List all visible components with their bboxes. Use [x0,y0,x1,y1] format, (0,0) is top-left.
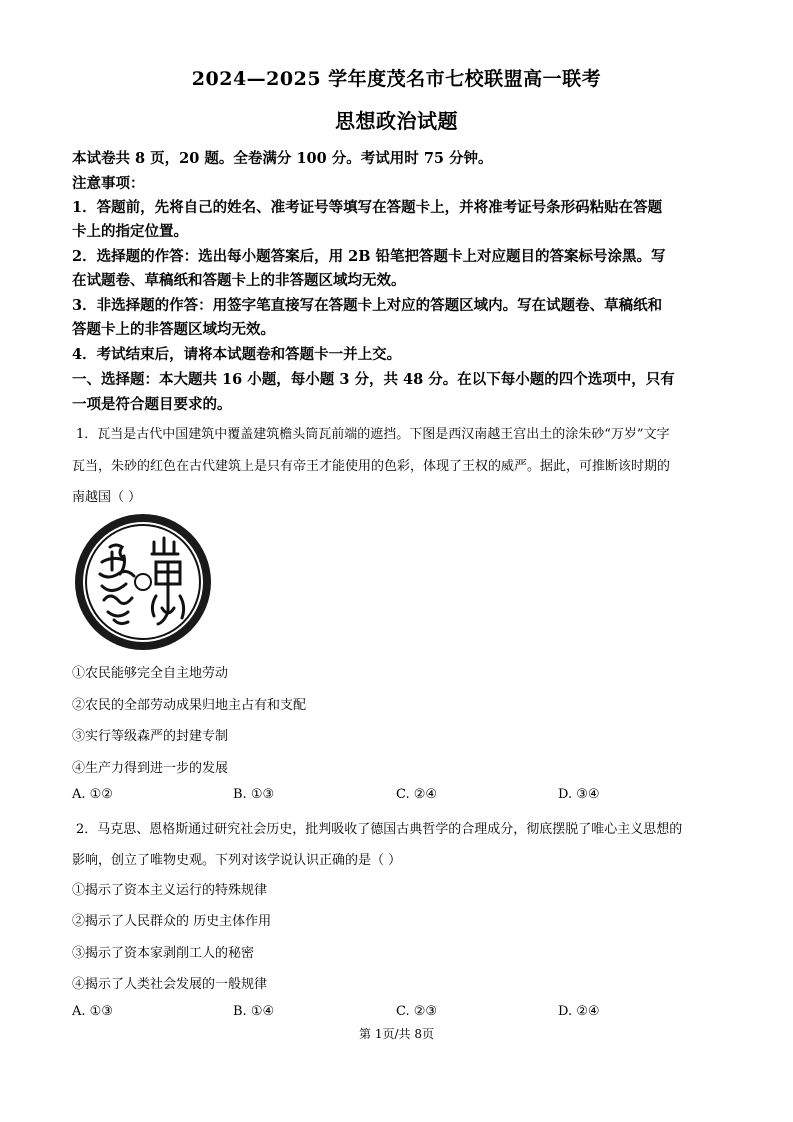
notice-line: 答题卡上的非答题区域均无效。 [72,321,275,338]
question-2-statement: ①揭示了资本主义运行的特殊规律 [72,883,268,898]
question-2-stem: 2．马克思、恩格斯通过研究社会历史，批判吸收了德国古典哲学的合理成分，彻底摆脱了唯心主义思想的 [76,822,683,837]
question-1-stem: 瓦当，朱砂的红色在古代建筑上是只有帝王才能使用的色彩，体现了王权的威严。据此，可推断该时期的 [72,459,671,474]
question-1-statement: ③实行等级森严的封建专制 [72,729,229,744]
notice-line: 3．非选择题的作答：用签字笔直接写在答题卡上对应的答题区域内。写在试题卷、草稿纸和 [72,297,663,314]
notice-line: 1．答题前，先将自己的姓名、准考证号等填写在答题卡上，并将准考证号条形码粘贴在答题 [72,199,663,216]
question-1-stem: 1．瓦当是古代中国建筑中覆盖建筑檐头筒瓦前端的遮挡。下图是西汉南越王宫出土的涂朱砂“万岁”文字 [76,427,670,442]
question-1-statement: ①农民能够完全自主地劳动 [72,666,229,681]
question-1-statement: ④生产力得到进一步的发展 [72,761,229,776]
question-2-statement: ④揭示了人类社会发展的一般规律 [72,977,268,992]
question-1-statement: ②农民的全部劳动成果归地主占有和支配 [72,698,307,713]
notice-line: 2．选择题的作答：选出每小题答案后，用 2B 铅笔把答题卡上对应题目的答案标号涂黑。写 [72,248,666,265]
question-1-option-b: B. ①③ [233,787,275,802]
question-1-option-c: C. ②④ [396,787,438,802]
page-number: 第 1页/共 8页 [359,1027,434,1041]
question-2-option-b: B. ①④ [233,1004,275,1019]
question-2-stem: 影响，创立了唯物史观。下列对该学说认识正确的是（ ） [72,853,402,868]
section-heading-cont: 一项是符合题目要求的。 [72,396,232,413]
notice-line: 在试题卷、草稿纸和答题卡上的非答题区域均无效。 [72,272,406,289]
notice-line: 4．考试结束后，请将本试题卷和答题卡一并上交。 [72,346,402,363]
notice-line: 卡上的指定位置。 [72,223,188,240]
question-1-stem: 南越国（ ） [72,490,142,505]
question-2-option-d: D. ②④ [558,1004,600,1019]
question-1-option-a: A. ①② [72,787,113,802]
question-2-option-a: A. ①③ [72,1004,113,1019]
question-2-option-c: C. ②③ [396,1004,438,1019]
question-2-statement: ③揭示了资本家剥削工人的秘密 [72,946,255,961]
notice-heading: 注意事项： [72,175,145,192]
section-heading: 一、选择题：本大题共 16 小题，每小题 3 分，共 48 分。在以下每小题的四个选项中，只有 [72,371,675,388]
exam-title: 2024—2025 学年度茂名市七校联盟高一联考 [191,68,602,90]
question-1-option-d: D. ③④ [558,787,600,802]
wandang-roof-tile-image [72,512,214,652]
exam-summary: 本试卷共 8 页，20 题。全卷满分 100 分。考试用时 75 分钟。 [72,150,493,167]
exam-subtitle: 思想政治试题 [335,109,458,133]
question-2-statement: ②揭示了人民群众的 历史主体作用 [72,914,272,929]
